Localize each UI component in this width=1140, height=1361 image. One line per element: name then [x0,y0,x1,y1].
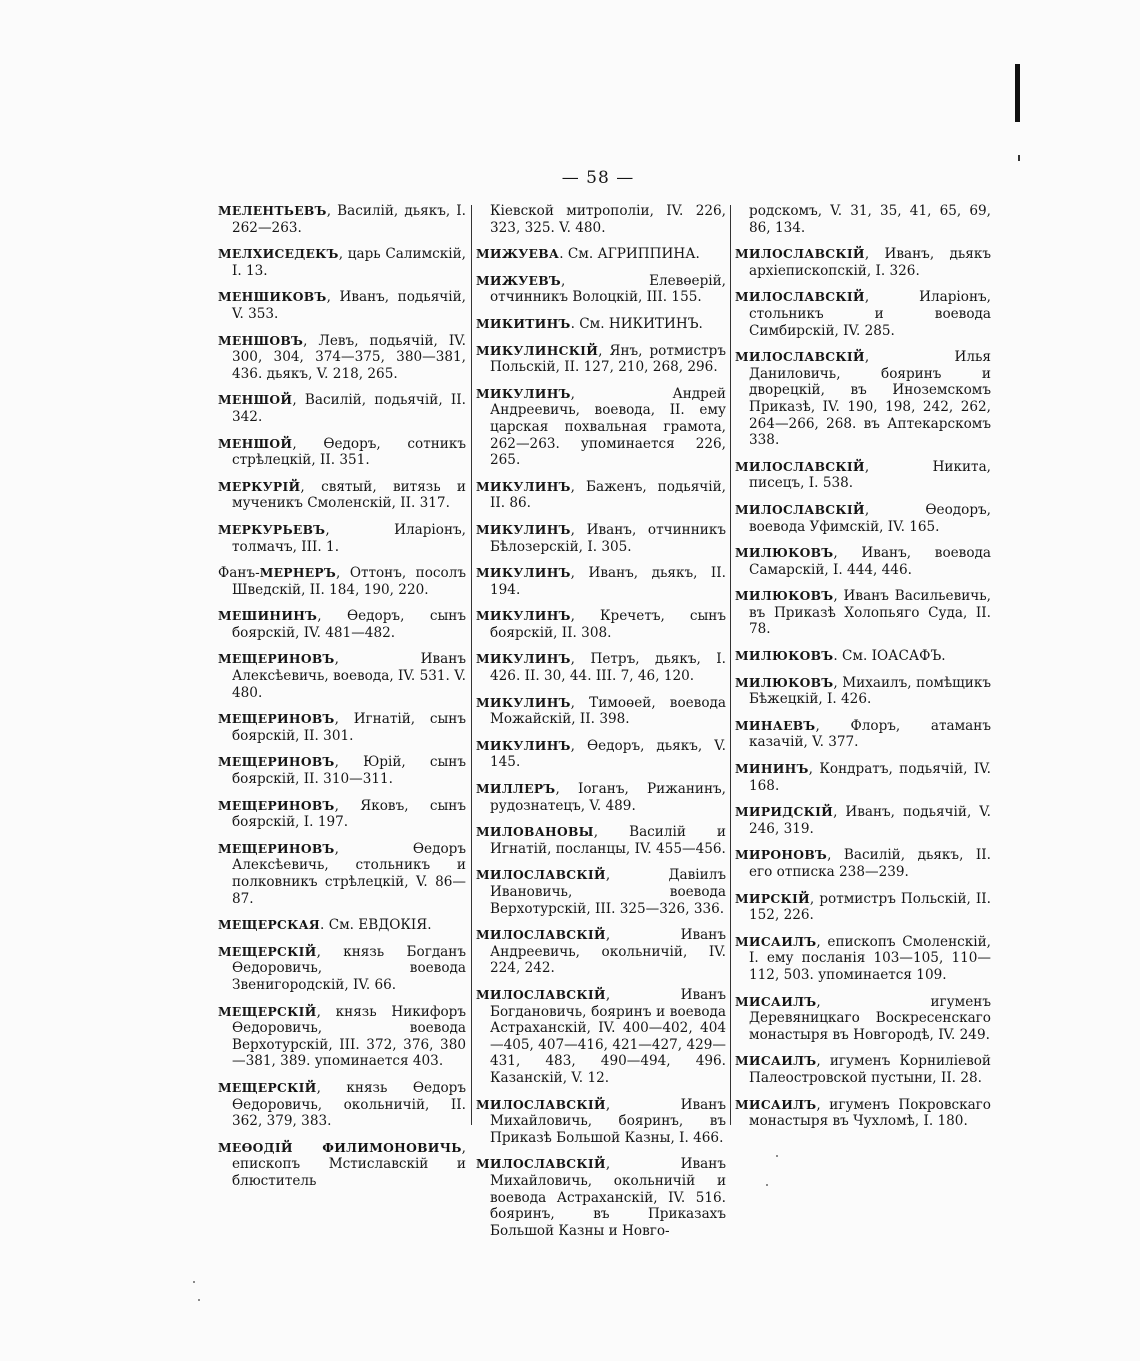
index-entry [218,917,466,934]
index-entry [218,1080,466,1130]
entry-headword: МЕРНЕРЪ [259,565,337,581]
entry-text: , Іоганъ, Рижанинъ, рудознатецъ, V. 489. [490,781,726,814]
entry-headword: МИЛОСЛАВСКІЙ [476,1096,606,1112]
index-entry [476,987,726,1087]
index-entry [476,781,726,814]
entry-headword: МЕЩЕРИНОВЪ [218,711,335,727]
entry-text: , Иванъ Богдановичь, бояринъ и воевода Астраханскій, IV. 400—402, 404—405, 407—416, 421—427, 429—431, 483, 490—494, 496. Казанскій, V. 12. [490,986,726,1086]
entry-text: , Иванъ Алексѣевичь, воевода, IV. 531. V. 480. [232,651,466,701]
entry-headword: МИНИНЪ [735,761,809,777]
index-entry [735,349,991,449]
entry-text: , Елевөерій, отчинникъ Волоцкій, III. 155. [490,272,726,306]
entry-headword: МИЛОСЛАВСКІЙ [735,501,865,517]
entry-text: , игуменъ Деревяницкаго Воскресенскаго монастыря въ Новгородѣ, IV. 249. [749,993,991,1043]
entry-text: . См. НИКИТИНЪ. [570,315,703,332]
index-entry [735,675,991,708]
entry-text: , Кречетъ, сынъ боярскій, II. 308. [490,608,726,641]
entry-text: . См. ЕВДОКІЯ. [320,917,432,934]
index-entry [735,588,991,638]
index-entry [476,1156,726,1239]
entry-headword: МЕРКУРІЙ [218,478,301,494]
entry-text: , игуменъ Покровскаго монастыря въ Чухломѣ, I. 180. [749,1096,991,1130]
entry-text: . См. АГРИППИНА. [559,246,700,263]
index-entry [735,246,991,279]
entry-text: , Оттонъ, посолъ Шведскій, II. 184, 190, 220. [232,565,466,598]
entry-text: . См. ІОАСАФЪ. [833,648,946,665]
index-entry [218,798,466,831]
scan-edge-dot [1018,155,1020,161]
entry-text: , князь Никифоръ Өедоровичь, воевода Верхотурскій, III. 372, 376, 380—381, 389. упоминается 403. [232,1003,466,1070]
entry-text: , князь Богданъ Өедоровичь, воевода Звенигородскій, IV. 66. [232,943,466,993]
index-entry [476,608,726,641]
entry-text: , Василій, подьячій, II. 342. [232,392,466,425]
entry-headword: МИСАИЛЪ [735,993,817,1009]
entry-text: , Иларіонъ, толмачъ, III. 1. [232,521,466,555]
entry-headword: МИКУЛИНСКІЙ [476,342,599,358]
entry-text: , Тимоөей, воевода Можайскій, II. 398. [490,694,726,728]
entry-headword: МИСАИЛЪ [735,933,817,949]
index-entry [218,436,466,469]
entry-text: , святый, витязь и мученикъ Смоленскій, II. 317. [232,478,466,512]
index-entry [218,392,466,425]
entry-headword: МЕЩЕРИНОВЪ [218,797,335,813]
entry-headword: МИЛОСЛАВСКІЙ [735,458,865,474]
index-entry [476,695,726,728]
page-number: — 58 — [561,168,635,188]
entry-headword: МИЛОСЛАВСКІЙ [476,867,606,883]
entry-headword: МЕЩЕРСКІЙ [218,1079,317,1095]
entry-text: , Өедоръ, дьякъ, V. 145. [490,737,726,771]
entry-headword: МЕШИНИНЪ [218,608,318,624]
entry-headword: МЕЛЕНТЬЕВЪ [218,203,327,218]
scan-speck [198,1299,200,1301]
entry-text: , Иванъ Андреевичь, окольничій, IV. 224, 242. [490,927,726,977]
entry-text: , Василій, дьякъ, II. его отписка 238—239. [749,847,991,880]
index-entry [735,718,991,751]
index-entry [218,246,466,279]
entry-text: , Михаилъ, помѣщикъ Бѣжецкій, I. 426. [749,674,991,708]
column-divider [730,205,731,1125]
entry-headword: МЕНШИКОВЪ [218,289,327,305]
entry-headword: МИКУЛИНЪ [476,737,571,753]
entry-text: , игуменъ Корниліевой Палеостровской пустыни, II. 28. [749,1053,991,1086]
index-entry [735,545,991,578]
entry-headword: МЕЩЕРСКІЙ [218,1003,317,1019]
entry-headword: МИЛЮКОВЪ [735,588,834,604]
scan-speck [776,1155,778,1157]
entry-headword: МЕЩЕРИНОВЪ [218,840,335,856]
index-entry [218,841,466,907]
entry-text: , Левъ, подьячій, IV. 300, 304, 374—375, 380—381, 436. дьякъ, V. 218, 265. [232,332,466,382]
index-entry [218,754,466,787]
entry-text: , Иванъ Михайловичь, бояринъ, въ Приказѣ Большой Казны, I. 466. [490,1096,726,1146]
entry-headword: МИЛОСЛАВСКІЙ [735,349,865,365]
entry-text: , Игнатій, сынъ боярскій, II. 301. [232,711,466,744]
entry-headword: МИКУЛИНЪ [476,651,571,667]
entry-text: , Никита, писецъ, I. 538. [749,458,991,492]
entry-headword: МИЖУЕВА [476,246,560,262]
index-entry [735,648,991,665]
entry-headword: МИКУЛИНЪ [476,565,571,581]
entry-text: , Яковъ, сынъ боярскій, I. 197. [232,797,466,831]
entry-text: , Петръ, дьякъ, I. 426. II. 30, 44. III. 7, 46, 120. [490,651,726,685]
entry-prefix: Фанъ- [218,565,260,582]
entry-text: , князь Өедоръ Өедоровичь, окольничій, II. 362, 379, 383. [232,1079,466,1130]
entry-text: , Өедоръ, сынъ боярскій, IV. 481—482. [232,608,466,641]
index-entry [476,246,726,263]
entry-headword: МИКИТИНЪ [476,315,571,331]
entry-headword: МИЖУЕВЪ [476,272,561,288]
index-entry [735,934,991,984]
entry-headword: МЕНШОЙ [218,435,293,451]
scan-speck [193,1281,195,1283]
entry-headword: МИЛОСЛАВСКІЙ [476,1156,606,1172]
index-entry [735,289,991,339]
index-entry-continuation [735,203,991,236]
index-entry [218,944,466,994]
index-entry [735,994,991,1044]
entry-headword: МИЛОСЛАВСКІЙ [476,927,606,943]
index-entry [476,738,726,771]
entry-headword: МИСАИЛЪ [735,1053,817,1069]
entry-headword: МИКУЛИНЪ [476,385,571,401]
entry-headword: МИКУЛИНЪ [476,694,571,710]
index-entry [476,927,726,977]
entry-headword: МЕНШОЙ [218,392,293,408]
index-entry [735,891,991,924]
entry-headword: МЕЛХИСЕДЕКЪ [218,246,339,262]
index-entry [218,651,466,701]
entry-headword: МИРСКІЙ [735,890,810,906]
scan-edge-mark [1015,64,1020,122]
index-entry [218,711,466,744]
entry-headword: МИКУЛИНЪ [476,608,571,624]
entry-text: , Василій и Игнатій, посланцы, IV. 455—456. [490,824,726,857]
entry-text: , Иларіонъ, стольникъ и воевода Симбирскій, IV. 285. [749,289,991,339]
entry-headword: МИЛЮКОВЪ [735,674,834,690]
entry-headword: МИКУЛИНЪ [476,478,571,494]
entry-text: , Иванъ Васильевичь, въ Приказѣ Холопьяго Суда, II. 78. [749,588,991,638]
index-entry [735,1053,991,1086]
entry-text: , Иванъ, воевода Самарскій, I. 444, 446. [749,545,991,578]
entry-text: , епископъ Смоленскій, I. ему посланія 103—105, 110—112, 503. упоминается 109. [749,933,991,983]
entry-headword: МЕЩЕРИНОВЪ [218,651,335,667]
entry-text: , Өедоръ Алексѣевичь, стольникъ и полковникъ стрѣлецкій, V. 86—87. [232,840,466,907]
index-entry [218,522,466,555]
index-entry [476,479,726,512]
entry-text: , Юрій, сынъ боярскій, II. 310—311. [232,754,466,788]
entry-text: , царь Салимскій, I. 13. [232,246,466,279]
scan-speck [766,1184,768,1186]
entry-text: , Андрей Андреевичь, воевода, II. ему царская похвальная грамота, 262—263. упоминается 226, 265. [490,385,726,469]
index-entry [476,316,726,333]
index-entry [218,565,466,598]
entry-text: Кіевской митрополіи, IV. 226, 323, 325. V. 480. [490,203,726,236]
index-entry [476,273,726,306]
entry-headword: МИНАЕВЪ [735,717,816,733]
entry-headword: МИЛОСЛАВСКІЙ [735,246,865,262]
entry-text: , Давіилъ Ивановичь, воевода Верхотурскій, III. 325—326, 336. [490,867,726,917]
entry-text: , Василій, дьякъ, І. 262—263. [232,203,466,236]
index-entry [476,1097,726,1147]
index-entry [735,847,991,880]
entry-text: , Иванъ, отчинникъ Бѣлозерскій, I. 305. [490,521,726,555]
index-entry [735,1097,991,1130]
entry-headword: МЕЩЕРСКІЙ [218,943,317,959]
index-entry [476,651,726,684]
index-entry [218,608,466,641]
entry-headword: МИРИДСКІЙ [735,804,834,820]
entry-text: , Иванъ Михайловичь, окольничій и воевода Астраханскій, IV. 516. бояринъ, въ Приказахъ Большой Казны и Новго- [490,1156,726,1239]
entry-headword: МЕНШОВЪ [218,332,304,348]
entry-text: , Өедоръ, сотникъ стрѣлецкій, II. 351. [232,435,466,469]
index-entry [218,203,466,236]
column-divider [471,205,472,1125]
entry-text: , Иванъ, дьякъ архіепископскій, I. 326. [749,246,991,279]
index-entry [735,761,991,794]
index-column-3 [735,203,991,1140]
index-entry [218,333,466,383]
entry-headword: МИЛЛЕРЪ [476,781,556,797]
entry-headword: МЕЩЕРСКАЯ [218,917,321,933]
entry-text: , Иванъ, подьячій, V. 246, 319. [749,804,991,837]
entry-headword: МЕРКУРЬЕВЪ [218,521,326,537]
index-entry [476,867,726,917]
index-entry [476,386,726,469]
entry-headword: МИЛОВАНОВЫ [476,824,594,840]
entry-text: , Флоръ, атаманъ казачій, V. 377. [749,717,991,751]
entry-headword: МИЛОСЛАВСКІЙ [476,986,606,1002]
index-column-2 [476,203,726,1249]
entry-text: родскомъ, V. 31, 35, 41, 65, 69, 86, 134. [749,203,991,236]
entry-headword: МИЛЮКОВЪ [735,648,834,664]
entry-text: , Өеодоръ, воевода Уфимскій, IV. 165. [749,501,991,535]
index-entry [735,502,991,535]
entry-headword: МЕӨОДІЙ ФИЛИМОНОВИЧЬ [218,1139,462,1155]
index-entry [735,459,991,492]
entry-text: , Илья Даниловичь, бояринъ и дворецкій, въ Иноземскомъ Приказѣ, IV. 190, 198, 242, 262, 264—266, 268. въ Аптекарскомъ 338. [749,349,991,449]
index-entry [735,804,991,837]
index-entry [218,479,466,512]
index-entry [476,565,726,598]
entry-text: , Иванъ, подьячій, V. 353. [232,289,466,322]
entry-headword: МИЛЮКОВЪ [735,545,834,561]
entry-text: , Иванъ, дьякъ, II. 194. [490,565,726,598]
index-entry-continuation [476,203,726,236]
index-entry [476,522,726,555]
entry-headword: МИРОНОВЪ [735,847,828,863]
entry-headword: МЕЩЕРИНОВЪ [218,754,335,770]
entry-text: , епископъ Мстиславскій и блюститель [232,1139,466,1189]
index-entry [476,824,726,857]
entry-headword: МИСАИЛЪ [735,1096,817,1112]
entry-headword: МИЛОСЛАВСКІЙ [735,289,865,305]
entry-text: , Кондратъ, подьячій, IV. 168. [749,761,991,794]
index-entry [218,289,466,322]
entry-text: , Янъ, ротмистръ Польскій, II. 127, 210, 268, 296. [490,342,726,376]
index-column-1 [218,203,466,1200]
index-entry [218,1004,466,1070]
entry-headword: МИКУЛИНЪ [476,521,571,537]
entry-text: , Баженъ, подьячій, II. 86. [490,478,726,512]
index-entry [476,343,726,376]
index-entry [218,1140,466,1190]
entry-text: , ротмистръ Польскій, II. 152, 226. [749,890,991,924]
